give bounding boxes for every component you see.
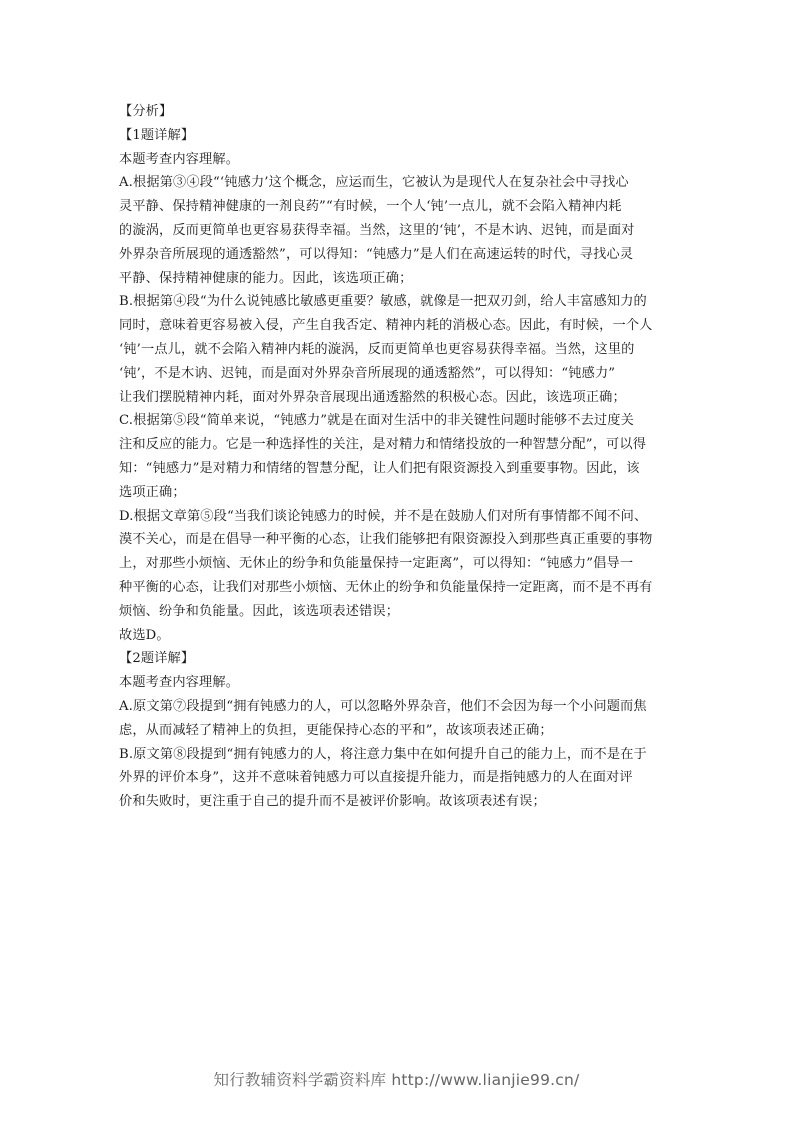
paragraph-line: 种平衡的心态，让我们对那些小烦恼、无休止的纷争和负能量保持一定距离，而不是不再有 (119, 579, 653, 595)
section-heading-q1: 【1题详解】 (119, 127, 195, 143)
paragraph-line: C.根据第⑤段“简单来说，“钝感力”就是在面对生活中的非关键性问题时能够不去过度关 (119, 413, 634, 429)
paragraph-line: 让我们摆脱精神内耗，面对外界杂音展现出通透豁然的积极心态。因此，该选项正确； (119, 389, 626, 405)
paragraph-line: 本题考查内容理解。 (119, 151, 240, 167)
paragraph-line: A.根据第③④段“‘钝感力’这个概念，应运而生，它被认为是现代人在复杂社会中寻找心 (119, 175, 629, 191)
paragraph-line: 灵平静、保持精神健康的一剂良药”“有时候，一个人‘钝’一点儿，就不会陷入精神内耗 (119, 199, 622, 215)
footer-watermark: 知行教辅资料学霸资料库 http://www.lianjie99.cn/ (213, 1071, 580, 1089)
paragraph-line: 选项正确； (119, 484, 186, 500)
paragraph-line: B.根据第④段“为什么说钝感比敏感更重要？敏感，就像是一把双刃剑，给人丰富感知力的 (119, 294, 647, 310)
answer-line: 故选D。 (119, 627, 170, 643)
section-heading-q2: 【2题详解】 (119, 651, 195, 667)
paragraph-line: B.原文第⑧段提到“拥有钝感力的人，将注意力集中在如何提升自己的能力上，而不是在于 (119, 746, 647, 762)
paragraph-line: 价和失败时，更注重于自己的提升而不是被评价影响。故该项表述有误； (119, 794, 546, 810)
paragraph-line: 同时，意味着更容易被入侵，产生自我否定、精神内耗的消极心态。因此，有时候，一个人 (119, 318, 653, 334)
document-body (119, 100, 675, 814)
paragraph-line: 外界的评价本身”，这并不意味着钝感力可以直接提升能力，而是指钝感力的人在面对评 (119, 770, 633, 786)
paragraph-line: 的漩涡，反而更简单也更容易获得幸福。当然，这里的‘钝’，不是木讷、迟钝，而是面对 (119, 222, 635, 238)
paragraph-line: A.原文第⑦段提到“拥有钝感力的人，可以忽略外界杂音，他们不会因为每一个小问题而焦 (119, 698, 647, 714)
paragraph-line: ‘钝’，不是木讷、迟钝，而是面对外界杂音所展现的通透豁然”，可以得知：“钝感力” (119, 365, 616, 381)
paragraph-line: 漠不关心，而是在倡导一种平衡的心态，让我们能够把有限资源投入到那些真正重要的事物 (119, 532, 653, 548)
paragraph-line: ‘钝’一点儿，就不会陷入精神内耗的漩涡，反而更简单也更容易获得幸福。当然，这里的 (119, 341, 635, 357)
paragraph-line: 知：“钝感力”是对精力和情绪的智慧分配，让人们把有限资源投入到重要事物。因此，该 (119, 460, 640, 476)
paragraph-line: 虑，从而减轻了精神上的负担，更能保持心态的平和”，故该项表述正确； (119, 722, 553, 738)
paragraph-line: 烦恼、纷争和负能量。因此，该选项表述错误； (119, 603, 400, 619)
paragraph-line: 注和反应的能力。它是一种选择性的关注，是对精力和情绪投放的一种智慧分配”，可以得 (119, 437, 647, 453)
section-heading-analysis: 【分析】 (119, 104, 173, 119)
paragraph-line: 外界杂音所展现的通透豁然”，可以得知：“钝感力”是人们在高速运转的时代，寻找心灵 (119, 246, 634, 262)
paragraph-line: 本题考查内容理解。 (119, 675, 240, 691)
paragraph-line: 平静、保持精神健康的能力。因此，该选项正确； (119, 270, 413, 286)
paragraph-line: 上，对那些小烦恼、无休止的纷争和负能量保持一定距离”，可以得知：“钝感力”倡导一 (119, 556, 634, 572)
paragraph-line: D.根据文章第⑤段“当我们谈论钝感力的时候，并不是在鼓励人们对所有事情都不闻不问、 (119, 508, 648, 524)
